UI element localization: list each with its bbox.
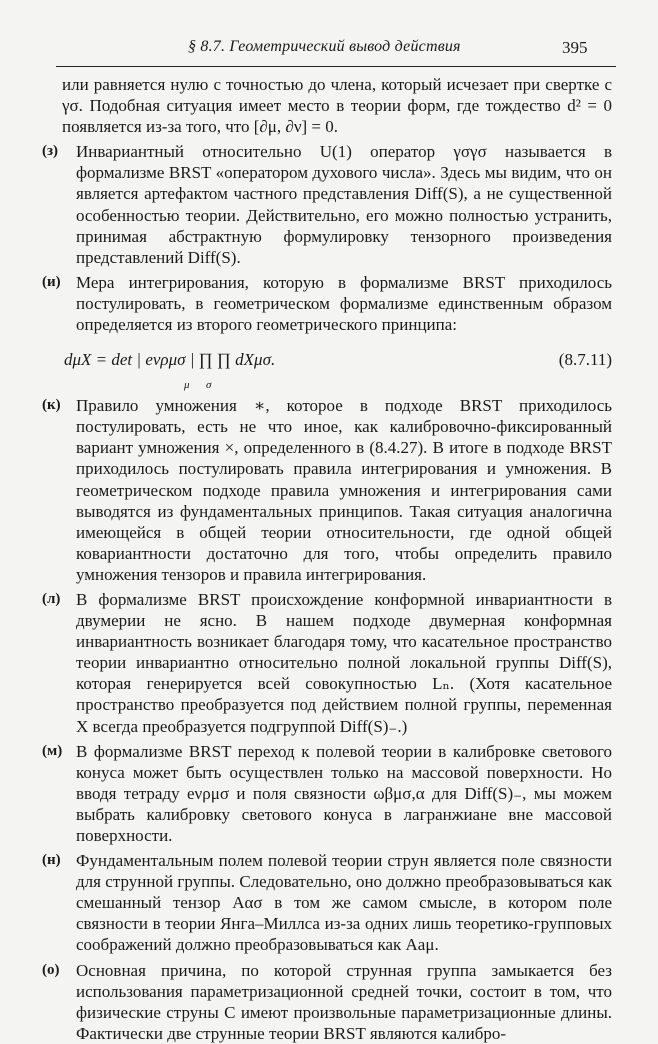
- list-item: [42, 960, 612, 1044]
- item-marker: (м): [42, 742, 63, 759]
- list-item: [42, 741, 612, 846]
- list-item: [42, 589, 612, 737]
- display-formula: [62, 339, 612, 391]
- equation-number: (8.7.11): [558, 350, 612, 370]
- page-body: [42, 74, 612, 1044]
- item-text: Основная причина, по которой струнная группа замыкается без использования параметризационной средней точки, состоит в том, что физические струны C имеют произвольные параметризационные длины. Фактически две струнные теории BRST являются калибро-: [76, 960, 612, 1043]
- header-title: § 8.7. Геометрический вывод действия: [188, 38, 461, 55]
- item-text: В формализме BRST происхождение конформной инвариантности в двумерии не ясно. В нашем подходе двумерная конформная инвариантность возникает благодаря тому, что касательное пространство теории инвариантно относительно полной локальной группы Diff(S), которая генерируется всей совокупностью Lₙ. (Хотя касательное пространство преобразуется под действием полной группы, переменная X всегда преобразуется подгруппой Diff(S)₋.): [76, 589, 612, 736]
- running-header: [0, 30, 658, 60]
- item-text: В формализме BRST переход к полевой теории в калибровке светового конуса может быть осуществлен только на массовой поверхности. Но вводя тетраду eνρμσ и поля связности ωβμσ,α для Diff(S)₋, мы можем выбрать калибровку светового конуса в лагранжиане вне массовой поверхности.: [76, 741, 612, 845]
- header-rule: [56, 66, 616, 67]
- list-item: [42, 141, 612, 268]
- page-number: 395: [562, 38, 588, 57]
- item-marker: (н): [42, 852, 61, 869]
- list-item: [42, 395, 612, 585]
- product-index-mu: μ: [184, 379, 190, 392]
- formula-expression: dμX = det | eνρμσ | ∏ ∏ dXμσ.: [64, 350, 276, 370]
- item-marker: (к): [42, 397, 61, 414]
- list-item: [42, 850, 612, 955]
- intro-paragraph: или равняется нулю с точностью до члена, который исчезает при свертке с γσ. Подобная ситуация имеет место в теории форм, где тождество d² = 0 появляется из-за того, что [∂μ, ∂ν] = 0.: [62, 75, 612, 137]
- product-index-sigma: σ: [206, 379, 212, 392]
- item-text: Инвариантный относительно U(1) оператор γσγσ называется в формализме BRST «оператором духового числа». Здесь мы видим, что он является артефактом частного представления Diff(S), а не существенной особенностью теории. Действительно, его можно полностью устранить, принимая абстрактную формулировку тензорного произведения представлений Diff(S).: [76, 142, 612, 267]
- item-text: Мера интегрирования, которую в формализме BRST приходилось постулировать, в геометрическом формализме единственным образом определяется из второго геометрического принципа:: [76, 272, 612, 335]
- item-text: Фундаментальным полем полевой теории струн является поле связности для струнной группы. Следовательно, оно должно преобразовываться как смешанный тензор Aασ в том же самом смысле, в котором поле связности в теории Янга–Миллса из-за одних лишь теоретико-групповых соображений должно преобразовываться как Aaμ.: [76, 851, 612, 955]
- list-item: [42, 272, 612, 335]
- item-marker: (з): [42, 143, 59, 160]
- item-text: Правило умножения ∗, которое в подходе BRST приходилось постулировать, есть не что иное, как калибровочно-фиксированный вариант умножения ×, определенного в (8.4.27). В итоге в подходе BRST приходилось постулировать правила интегрирования и умножения. В геометрическом подходе правила умножения и интегрирования сами выводятся из фундаментальных принципов. Такая ситуация аналогична имеющейся в общей теории относительности, где одной общей ковариантности достаточно для того, чтобы определить правило умножения тензоров и правила интегрирования.: [76, 396, 612, 584]
- item-marker: (о): [42, 961, 60, 978]
- item-marker: (и): [42, 273, 61, 290]
- item-marker: (л): [42, 590, 61, 607]
